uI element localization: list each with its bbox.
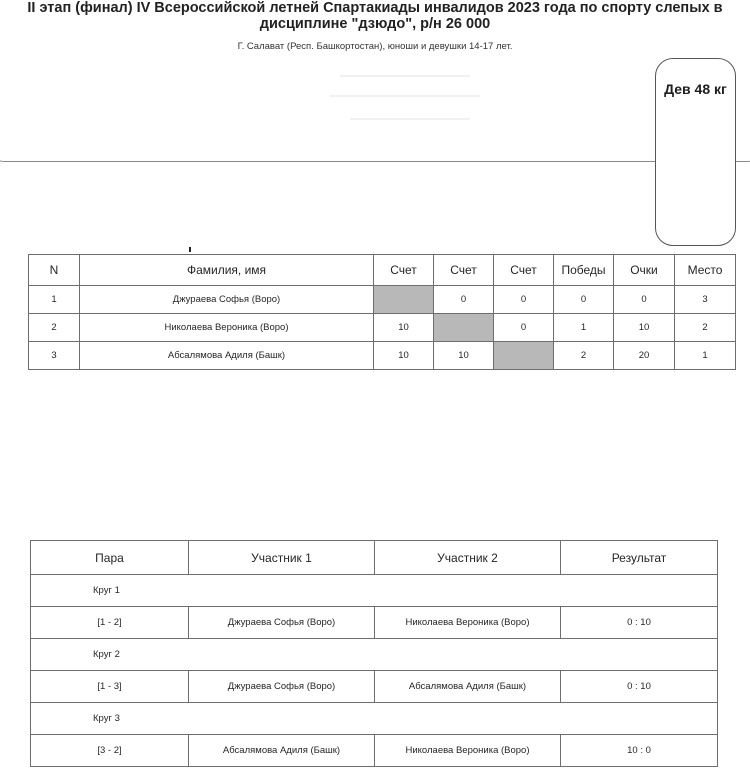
match-row bbox=[31, 607, 718, 639]
column-header: Счет bbox=[434, 255, 494, 286]
cell-result: 0 : 10 bbox=[561, 671, 718, 703]
round-label: Круг 1 bbox=[31, 575, 718, 607]
column-header: Участник 2 bbox=[375, 541, 561, 575]
cell-place: 1 bbox=[675, 342, 736, 370]
scan-mark bbox=[189, 247, 191, 252]
cell-self-shaded bbox=[434, 314, 494, 342]
cell-result: 0 : 10 bbox=[561, 607, 718, 639]
cell-score: 0 bbox=[494, 286, 554, 314]
column-header: Результат bbox=[561, 541, 718, 575]
weight-category-tab bbox=[655, 58, 736, 246]
title-line-1: II этап (финал) IV Всероссийской летней Спартакиады инвалидов 2023 года по спорту слепых в bbox=[27, 0, 723, 16]
cell-name: Абсалямова Адиля (Башк) bbox=[80, 342, 374, 370]
cell-pair: [1 - 2] bbox=[31, 607, 189, 639]
matches-header-row bbox=[31, 541, 718, 575]
standings-table bbox=[28, 254, 736, 370]
column-header: Пара bbox=[31, 541, 189, 575]
column-header: Участник 1 bbox=[189, 541, 375, 575]
cell-pair: [1 - 3] bbox=[31, 671, 189, 703]
round-row bbox=[31, 703, 718, 735]
cell-participant-1: Джураева Софья (Воро) bbox=[189, 671, 375, 703]
cell-number: 3 bbox=[29, 342, 80, 370]
cell-self-shaded bbox=[494, 342, 554, 370]
column-header: Очки bbox=[614, 255, 675, 286]
matches-table bbox=[30, 540, 718, 767]
cell-score: 10 bbox=[374, 342, 434, 370]
bleed-through-line bbox=[340, 75, 470, 77]
cell-number: 2 bbox=[29, 314, 80, 342]
cell-points: 10 bbox=[614, 314, 675, 342]
cell-place: 3 bbox=[675, 286, 736, 314]
column-header: N bbox=[29, 255, 80, 286]
cell-name: Николаева Вероника (Воро) bbox=[80, 314, 374, 342]
column-header: Место bbox=[675, 255, 736, 286]
column-header: Счет bbox=[374, 255, 434, 286]
cell-participant-1: Джураева Софья (Воро) bbox=[189, 607, 375, 639]
column-header: Фамилия, имя bbox=[80, 255, 374, 286]
match-row bbox=[31, 671, 718, 703]
cell-score: 0 bbox=[434, 286, 494, 314]
round-label: Круг 2 bbox=[31, 639, 718, 671]
cell-points: 20 bbox=[614, 342, 675, 370]
cell-participant-2: Николаева Вероника (Воро) bbox=[375, 607, 561, 639]
weight-category-label: Дев 48 кг bbox=[664, 81, 727, 97]
cell-participant-2: Абсалямова Адиля (Башк) bbox=[375, 671, 561, 703]
cell-self-shaded bbox=[374, 286, 434, 314]
cell-pair: [3 - 2] bbox=[31, 735, 189, 767]
document-subtitle: Г. Салават (Респ. Башкортостан), юноши и девушки 14-17 лет. bbox=[237, 41, 513, 52]
table-row bbox=[29, 342, 736, 370]
cell-score: 10 bbox=[434, 342, 494, 370]
cell-number: 1 bbox=[29, 286, 80, 314]
table-row bbox=[29, 286, 736, 314]
table-row bbox=[29, 314, 736, 342]
round-row bbox=[31, 575, 718, 607]
standings-header-row bbox=[29, 255, 736, 286]
cell-wins: 1 bbox=[554, 314, 614, 342]
column-header: Счет bbox=[494, 255, 554, 286]
document-title bbox=[0, 0, 750, 32]
cell-participant-1: Абсалямова Адиля (Башк) bbox=[189, 735, 375, 767]
cell-result: 10 : 0 bbox=[561, 735, 718, 767]
bleed-through-line bbox=[330, 95, 480, 97]
round-row bbox=[31, 639, 718, 671]
cell-place: 2 bbox=[675, 314, 736, 342]
cell-score: 10 bbox=[374, 314, 434, 342]
cell-wins: 0 bbox=[554, 286, 614, 314]
cell-name: Джураева Софья (Воро) bbox=[80, 286, 374, 314]
title-line-2: дисциплине "дзюдо", р/н 26 000 bbox=[259, 16, 491, 32]
cell-wins: 2 bbox=[554, 342, 614, 370]
round-label: Круг 3 bbox=[31, 703, 718, 735]
cell-participant-2: Николаева Вероника (Воро) bbox=[375, 735, 561, 767]
cell-points: 0 bbox=[614, 286, 675, 314]
column-header: Победы bbox=[554, 255, 614, 286]
bleed-through-line bbox=[350, 118, 470, 120]
match-row bbox=[31, 735, 718, 767]
cell-score: 0 bbox=[494, 314, 554, 342]
